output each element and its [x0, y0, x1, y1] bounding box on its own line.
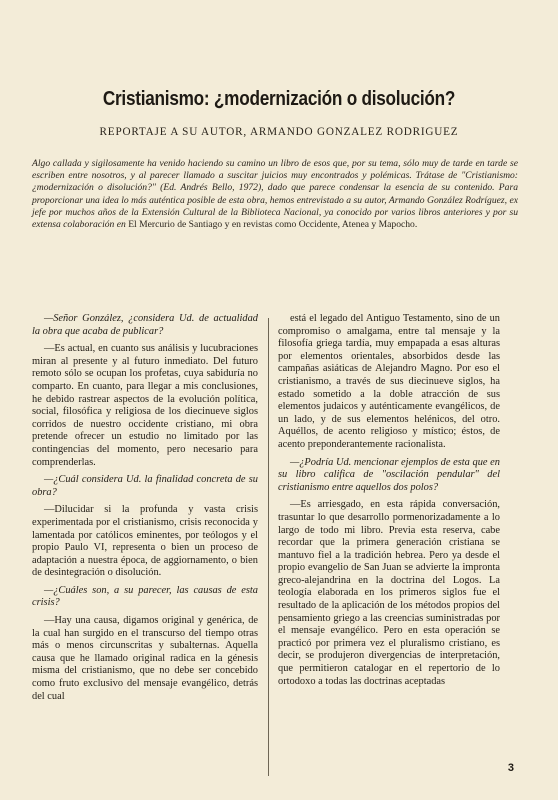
article-subtitle: REPORTAJE A SU AUTOR, ARMANDO GONZALEZ RODRIGUEZ	[99, 126, 459, 138]
answer-paragraph: —Es arriesgado, en esta rápida conversación, trasuntar lo que desarrollo pormenorizadamente a lo largo de todo mi libro. Previa esta reserva, cabe recordar que la primera generación cristiana se mantuvo fiel a la tradición hebrea. Pero ya desde el propio evangelio de San Juan se advierte la impronta greco-alejandrina en la doctrina del Logos. La teología elaborada en los primeros siglos fue el resultado de la aplicación de los métodos propios del pensamiento griego a las creencias suministradas por el mensaje evangélico. Pero en esta operación se practicó por primera vez el pluralismo cristiano, es decir, se produjeron divergencias de interpretación, que permitieron catalogar en el repertorio de lo ortodoxo a todas las doctrinas aceptadas	[278, 499, 500, 687]
question-paragraph: —Señor González, ¿considera Ud. de actualidad la obra que acaba de publicar?	[32, 313, 258, 337]
answer-paragraph: —Dilucidar si la profunda y vasta crisis experimentada por el cristianismo, crisis reconocida y lamentada por católicos eminentes, por teólogos y el propio Paulo VI, representa o bien un proceso de adaptación a nuestra época, de aggiornamento, o bien de desintegración o disolución.	[32, 504, 258, 579]
intro-plain-text: El Mercurio de Santiago y en revistas como Occidente, Atenea y Mapocho.	[128, 219, 418, 231]
page-number: 3	[507, 762, 514, 774]
left-column	[32, 313, 258, 708]
intro-paragraph	[32, 158, 518, 231]
question-paragraph: —¿Podría Ud. mencionar ejemplos de esta que en su libro califica de "oscilación pendular" del cristianismo entre aquellos dos polos?	[278, 456, 500, 493]
right-column	[278, 313, 500, 693]
column-divider	[268, 318, 269, 776]
answer-paragraph: —Hay una causa, digamos original y genérica, de la cual han surgido en el transcurso del tiempo otras más o menos circunscritas y subalternas. Aquella causa que he llamado original radica en la génesis misma del cristianismo, que no debe ser concebido como fruto exclusivo del mensaje evangélico, detrás del cual	[32, 615, 258, 702]
article-title: Cristianismo: ¿modernización o disolución?	[102, 88, 456, 110]
question-paragraph: —¿Cuáles son, a su parecer, las causas de esta crisis?	[32, 584, 258, 609]
answer-paragraph: está el legado del Antiguo Testamento, sino de un compromiso o amalgama, entre tal mensaje y la filosofía griega tardía, muy empapada a esas alturas por elementos orientales, absorbidos desde las campañas asiáticas de Alejandro Magno. Por eso el cristianismo, a través de sus diecinueve siglos, ha estado sometido a la doble atracción de sus elementos judaicos y auténticamente evangélicos, de un lado, y de sus elementos helénicos, del otro. Aquéllos, de acento religioso y místico; éstos, de acento preponderantemente racionalista.	[278, 313, 500, 450]
answer-paragraph: —Es actual, en cuanto sus análisis y lucubraciones miran al presente y al futuro inmediato. Del futuro remoto sólo se ocupan los profetas, cuya sabiduría no comparto. En cuanto, para llegar a mis conclusiones, he debido rastrear aspectos de la evolución política, social, filosófica y religiosa de los diecinueve siglos corridos de nuestro occidente cristiano, mi obra pretende ofrecer un estudio no limitado por las contingencias del momento, pero necesario para comprenderlas.	[32, 343, 258, 468]
question-paragraph: —¿Cuál considera Ud. la finalidad concreta de su obra?	[32, 474, 258, 498]
intro-italic-text: Algo callada y sigilosamente ha venido haciendo su camino un libro de esos que, por su tema, sólo muy de tarde en tarde se escriben entre nosotros, y al parecer llamado a suscitar juicios muy encontrados y polémicas. Trátase de "Cristianismo: ¿modernización o disolución?" (Ed. Andrés Bello, 1972), dado que parece condensar la esencia de su contenido. Para proporcionar una idea lo más auténtica posible de esta obra, hemos entrevistado a su autor, Armando González Rodríguez, ex jefe por muchos años de la Extensión Cultural de la Biblioteca Nacional, ya conocido por varios libros anteriores y por su extensa colaboración en	[32, 158, 518, 231]
